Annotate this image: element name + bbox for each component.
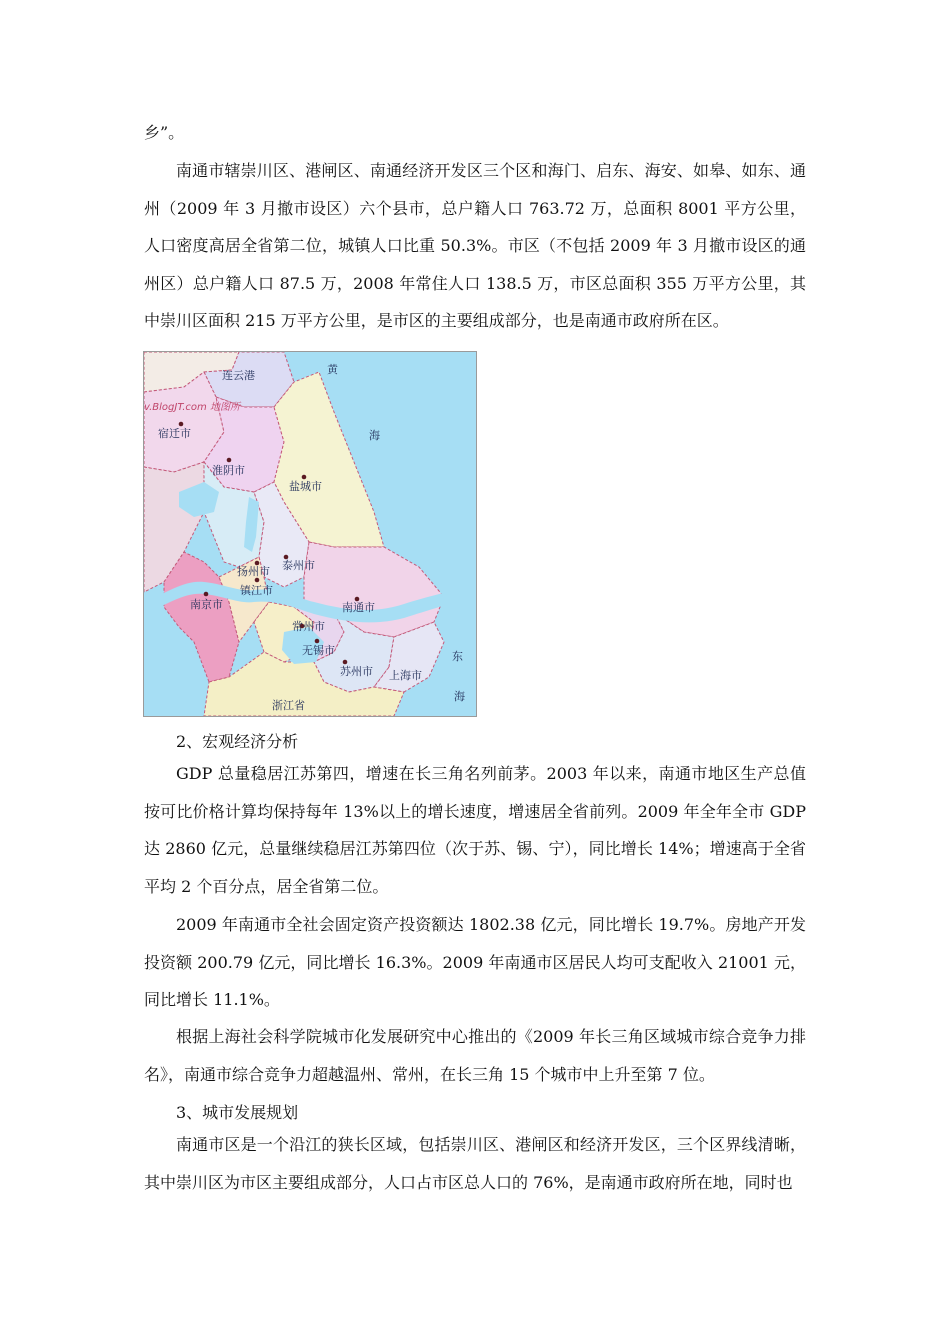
nanjing-dot — [204, 592, 209, 597]
map-label-changzhou: 常州市 — [292, 620, 325, 633]
jiangsu-region-map — [143, 351, 477, 717]
section-heading-economy: 2、宏观经济分析 — [176, 732, 299, 751]
map-label-sea-hai: 海 — [369, 429, 380, 442]
map-label-zhenjiang: 镇江市 — [240, 584, 273, 597]
map-label-yancheng: 盐城市 — [289, 480, 322, 493]
map-label-taizhou: 泰州市 — [282, 559, 315, 572]
paragraph-administrative: 南通市辖崇川区、港闸区、南通经济开发区三个区和海门、启东、海安、如皋、如东、通州（2009 年 3 月撤市设区）六个县市，总户籍人口 763.72 万，总面积 8001 平方公里，人口密度高居全省第二位，城镇人口比重 50.3%。市区（不包括 2009 年 3 月撤市设区的通州区）总户籍人口 87.5 万，2008 年常住人口 138.5 万，市区总面积 355 万平方公里，其中崇川区面积 215 万平方公里，是市区的主要组成部分，也是南通市政府所在区。 — [144, 161, 806, 331]
map-label-lianyungang: 连云港 — [222, 369, 255, 382]
map-label-shanghai: 上海市 — [389, 669, 422, 682]
map-label-sea-huang: 黄 — [327, 363, 338, 376]
wuxi-dot — [315, 639, 320, 644]
map-label-sea-hai2: 海 — [454, 690, 465, 703]
paragraph-continuation: 乡”。 — [144, 123, 185, 142]
paragraph-gdp: GDP 总量稳居江苏第四，增速在长三角名列前茅。2003 年以来，南通市地区生产总值按可比价格计算均保持每年 13%以上的增长速度，增速居全省前列。2009 年全年全市 GDP 达 2860 亿元，总量继续稳居江苏第四位（次于苏、锡、宁），同比增长 14%；增速高于全省平均 2 个百分点，居全省第二位。 — [144, 764, 806, 896]
map-label-wuxi: 无锡市 — [302, 644, 335, 657]
map-watermark: v.BlogJT.com 地图所 — [144, 402, 240, 413]
paragraph-investment: 2009 年南通市全社会固定资产投资额达 1802.38 亿元，同比增长 19.7%。房地产开发投资额 200.79 亿元，同比增长 16.3%。2009 年南通市区居民人均可支配收入 21001 元，同比增长 11.1%。 — [144, 915, 806, 1010]
map-label-nantong: 南通市 — [342, 601, 375, 614]
huaian-dot — [227, 458, 232, 463]
paragraph-urban-district: 南通市区是一个沿江的狭长区域，包括崇川区、港闸区和经济开发区，三个区界线清晰，其中崇川区为市区主要组成部分，人口占市区总人口的 76%，是南通市政府所在地，同时也 — [144, 1135, 806, 1192]
map-label-yangzhou: 扬州市 — [237, 565, 270, 578]
map-label-nanjing: 南京市 — [190, 598, 223, 611]
map-label-zhejiang: 浙江省 — [272, 699, 305, 712]
yancheng-dot — [302, 475, 307, 480]
map-label-huaian: 淮阴市 — [212, 464, 245, 477]
zhenjiang-dot — [255, 578, 260, 583]
paragraph-competitiveness: 根据上海社会科学院城市化发展研究中心推出的《2009 年长三角区域城市综合竞争力排名》，南通市综合竞争力超越温州、常州，在长三角 15 个城市中上升至第 7 位。 — [144, 1027, 806, 1084]
map-label-sea-dong: 东 — [452, 650, 463, 663]
map-label-suzhou: 苏州市 — [340, 665, 373, 678]
section-heading-planning: 3、城市发展规划 — [176, 1103, 299, 1122]
map-label-suqian: 宿迁市 — [158, 427, 191, 440]
suzhou-dot — [343, 660, 348, 665]
suqian-dot — [179, 422, 184, 427]
